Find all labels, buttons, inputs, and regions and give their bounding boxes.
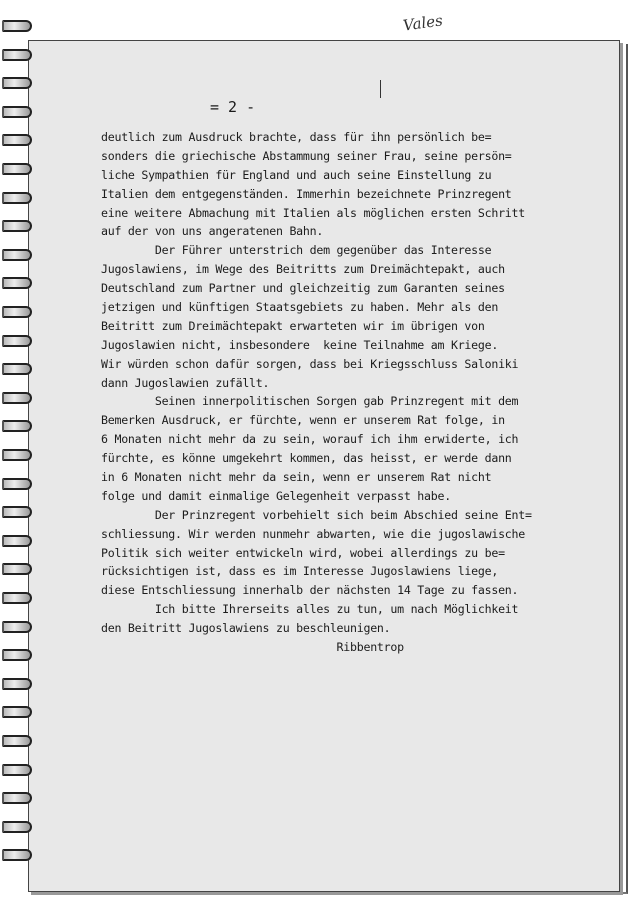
binding-ring (2, 420, 32, 432)
text-line: diese Entschliessung innerhalb der nächsten 14 Tage zu fassen. (101, 583, 519, 598)
text-line: auf der von uns angeratenen Bahn. (101, 224, 324, 239)
text-line: Seinen innerpolitischen Sorgen gab Prinzregent mit dem (101, 394, 519, 409)
binding-ring (2, 621, 32, 633)
text-line: Der Führer unterstrich dem gegenüber das Interesse (101, 243, 492, 258)
binding-ring (2, 106, 32, 118)
handwritten-note: Vales (401, 11, 444, 35)
binding-ring (2, 649, 32, 661)
binding-ring (2, 49, 32, 61)
binding-ring (2, 249, 32, 261)
binding-ring (2, 363, 32, 375)
text-line: Beitritt zum Dreimächtepakt erwarteten wir im übrigen von (101, 318, 485, 333)
binding-ring (2, 449, 32, 461)
binding-ring (2, 163, 32, 175)
text-line: deutlich zum Ausdruck brachte, dass für ihn persönlich be= (101, 130, 492, 144)
binding-ring (2, 20, 32, 32)
page-number: = 2 - (210, 98, 256, 116)
binding-ring (2, 792, 32, 804)
binding-ring (2, 506, 32, 518)
binding-ring (2, 306, 32, 318)
text-line: eine weitere Abmachung mit Italien als möglichen ersten Schritt (101, 205, 525, 220)
text-line: Jugoslawiens, im Wege des Beitritts zum Dreimächtepakt, auch (101, 262, 505, 277)
text-line: jetzigen und künftigen Staatsgebiets zu haben. Mehr als den (101, 300, 499, 315)
text-line: sonders die griechische Abstammung seiner Frau, seine persön= (101, 148, 512, 163)
binding-ring (2, 77, 32, 89)
binding-ring (2, 678, 32, 690)
text-line: fürchte, es könne umgekehrt kommen, das heisst, er werde dann (101, 451, 512, 466)
text-line: dann Jugoslawien zufällt. (101, 375, 270, 390)
binding-ring (2, 849, 32, 861)
binding-ring (2, 592, 32, 604)
text-line: in 6 Monaten nicht mehr da sein, wenn er unserem Rat nicht (101, 470, 492, 485)
text-line: liche Sympathien für England und auch seine Einstellung zu (101, 167, 492, 182)
text-line: Jugoslawien nicht, insbesondere keine Teilnahme am Kriege. (101, 337, 499, 352)
binding-ring (2, 134, 32, 146)
text-line: 6 Monaten nicht mehr da zu sein, worauf ich ihm erwiderte, ich (101, 432, 519, 447)
binding-ring (2, 735, 32, 747)
text-line: Politik sich weiter entwickeln wird, wobei allerdings zu be= (101, 545, 505, 560)
binding-ring (2, 821, 32, 833)
text-line: rücksichtigen ist, dass es im Interesse Jugoslawiens liege, (101, 564, 499, 579)
binding-ring (2, 335, 32, 347)
spiral-binding (0, 20, 40, 890)
text-line: Wir würden schon dafür sorgen, dass bei Kriegsschluss Saloniki (101, 356, 519, 371)
binding-ring (2, 220, 32, 232)
text-line: den Beitritt Jugoslawiens zu beschleunigen. (101, 621, 391, 636)
binding-ring (2, 706, 32, 718)
binding-ring (2, 764, 32, 776)
text-line: folge und damit einmalige Gelegenheit verpasst habe. (101, 488, 451, 503)
binding-ring (2, 192, 32, 204)
text-line: Deutschland zum Partner und gleichzeitig zum Garanten seines (101, 281, 505, 296)
pencil-mark (380, 80, 381, 98)
text-line: Ich bitte Ihrerseits alles zu tun, um nach Möglichkeit (101, 602, 519, 617)
text-line: Italien dem entgegenständen. Immerhin bezeichnete Prinzregent (101, 186, 512, 201)
text-line: Ribbentrop (101, 640, 404, 655)
letter-body (101, 128, 581, 657)
binding-ring (2, 563, 32, 575)
binding-ring (2, 535, 32, 547)
binding-ring (2, 392, 32, 404)
text-line: Der Prinzregent vorbehielt sich beim Abschied seine Ent= (101, 507, 532, 522)
text-line: schliessung. Wir werden nunmehr abwarten, wie die jugoslawische (101, 526, 525, 541)
binding-ring (2, 277, 32, 289)
binding-ring (2, 478, 32, 490)
text-line: Bemerken Ausdruck, er fürchte, wenn er unserem Rat folge, in (101, 413, 505, 428)
